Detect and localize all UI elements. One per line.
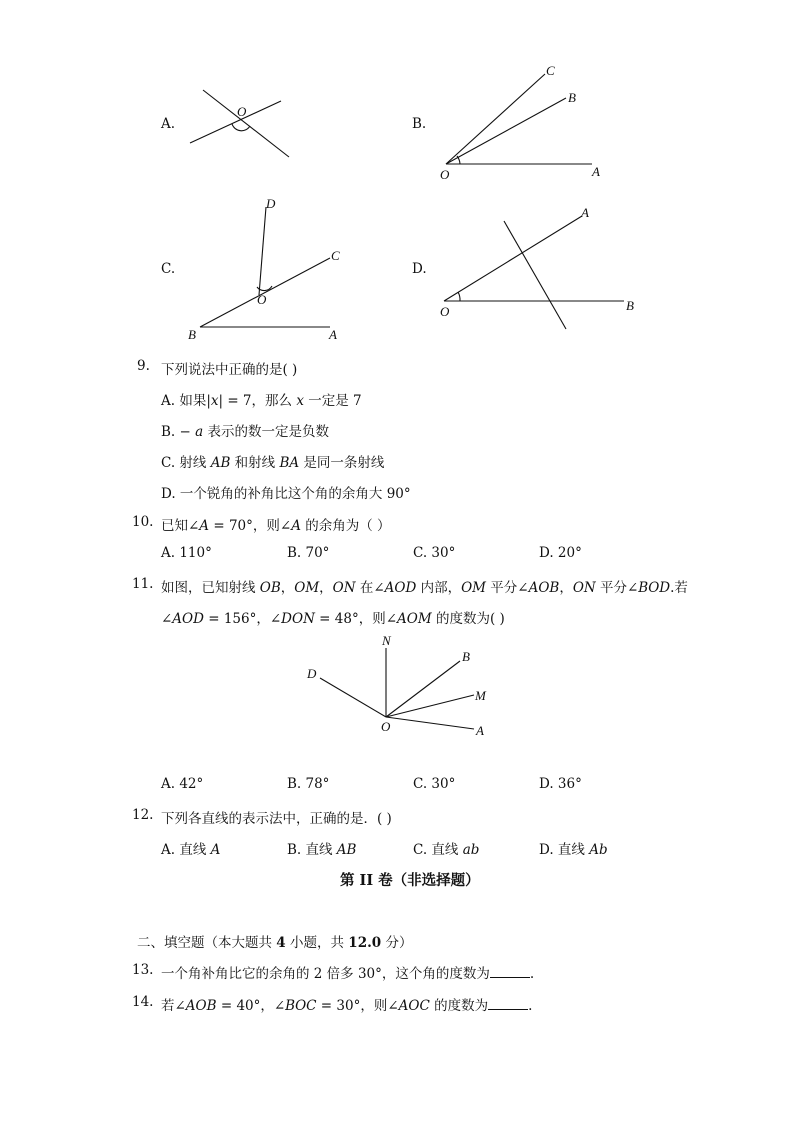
fig-b-label-c: C <box>546 63 555 78</box>
fig-c-label-d: D <box>266 196 276 211</box>
q14-number: 14. <box>132 994 154 1010</box>
fig-d-label-o: O <box>440 304 450 319</box>
q11-label-m: M <box>475 688 486 703</box>
q11-number: 11. <box>132 576 154 592</box>
q12-option-d: D. 直线 𝐴𝑏 <box>539 842 608 858</box>
fig-b-ray-ob <box>446 98 566 164</box>
q11-label-a: A <box>476 723 484 738</box>
fig-d-angle-arc <box>458 292 460 301</box>
fig-d-ray-oa <box>444 216 582 301</box>
option-a-label: A. <box>161 116 176 132</box>
q9-option-b: B. − 𝑎 表示的数一定是负数 <box>161 424 329 440</box>
option-d-label: D. <box>412 261 427 277</box>
q11-label-n: N <box>382 633 391 648</box>
fig-c-label-c: C <box>331 248 340 263</box>
q10-option-b: B. 70° <box>287 545 330 561</box>
q12-stem: 下列各直线的表示法中，正确的是．( ) <box>161 811 392 827</box>
fig-d-cross-line <box>504 221 566 329</box>
q11-option-c: C. 30° <box>413 776 456 792</box>
q10-stem: 已知∠𝐴 = 70°，则∠𝐴 的余角为（ ） <box>161 518 391 534</box>
fig-c-label-o: O <box>257 292 267 307</box>
q11-stem-line1: 如图，已知射线 𝑂𝐵，𝑂𝑀，𝑂𝑁 在∠𝐴𝑂𝐷 内部，𝑂𝑀 平分∠𝐴𝑂𝐵，𝑂𝑁 平分∠𝐵𝑂𝐷.若 <box>161 580 688 596</box>
fig-b-label-a: A <box>592 164 600 179</box>
q12-option-b: B. 直线 𝐴𝐵 <box>287 842 357 858</box>
q11-option-b: B. 78° <box>287 776 330 792</box>
q13-number: 13. <box>132 962 154 978</box>
q9-option-c: C. 射线 𝐴𝐵 和射线 𝐵𝐴 是同一条射线 <box>161 455 385 471</box>
q11-option-a: A. 42° <box>161 776 204 792</box>
q9-option-d: D. 一个锐角的补角比这个角的余角大 90° <box>161 486 411 502</box>
fig-a-label-o: O <box>237 104 247 119</box>
q9-number: 9. <box>137 358 150 374</box>
q11-option-d: D. 36° <box>539 776 582 792</box>
part2-title: 第 II 卷（非选择题） <box>340 872 480 889</box>
option-b-label: B. <box>412 116 427 132</box>
q11-stem-line2: ∠𝐴𝑂𝐷 = 156°，∠𝐷𝑂𝑁 = 48°，则∠𝐴𝑂𝑀 的度数为( ) <box>161 611 505 627</box>
q14-text: 若∠𝐴𝑂𝐵 = 40°，∠𝐵𝑂𝐶 = 30°，则∠𝐴𝑂𝐶 的度数为 . <box>161 998 533 1014</box>
q10-option-d: D. 20° <box>539 545 582 561</box>
fig-c-ray-od <box>259 207 266 295</box>
fig-b-ray-oc <box>446 74 545 164</box>
q12-option-a: A. 直线 𝐴 <box>161 842 221 858</box>
q11-label-d: D <box>307 666 317 681</box>
q12-option-c: C. 直线 𝑎𝑏 <box>413 842 480 858</box>
fig-d-label-b: B <box>626 298 634 313</box>
q9-stem: 下列说法中正确的是( ) <box>161 362 298 378</box>
q10-number: 10. <box>132 514 154 530</box>
fig-c-label-a: A <box>329 327 337 342</box>
q12-number: 12. <box>132 807 154 823</box>
fig-b-angle-arc <box>457 156 460 164</box>
fig-b-label-b: B <box>568 90 576 105</box>
fig-c-label-b: B <box>188 327 196 342</box>
q10-option-c: C. 30° <box>413 545 456 561</box>
q13-answer-blank[interactable] <box>490 965 530 978</box>
q14-answer-blank[interactable] <box>488 997 528 1010</box>
q11-label-o: O <box>381 719 391 734</box>
fig-d-label-a: A <box>581 205 589 220</box>
fig-a-line-2 <box>203 90 289 157</box>
section2-heading: 二、填空题（本大题共 4 小题，共 12.0 分） <box>137 935 413 951</box>
fig-a-line-1 <box>190 101 281 143</box>
q10-option-a: A. 110° <box>161 545 212 561</box>
option-c-label: C. <box>161 261 176 277</box>
fig-b-label-o: O <box>440 167 450 182</box>
q9-option-a: A. 如果|𝑥| = 7，那么 𝑥 一定是 7 <box>161 393 362 409</box>
q13-text: 一个角补角比它的余角的 2 倍多 30°，这个角的度数为 . <box>161 966 535 982</box>
q11-label-b: B <box>462 649 470 664</box>
